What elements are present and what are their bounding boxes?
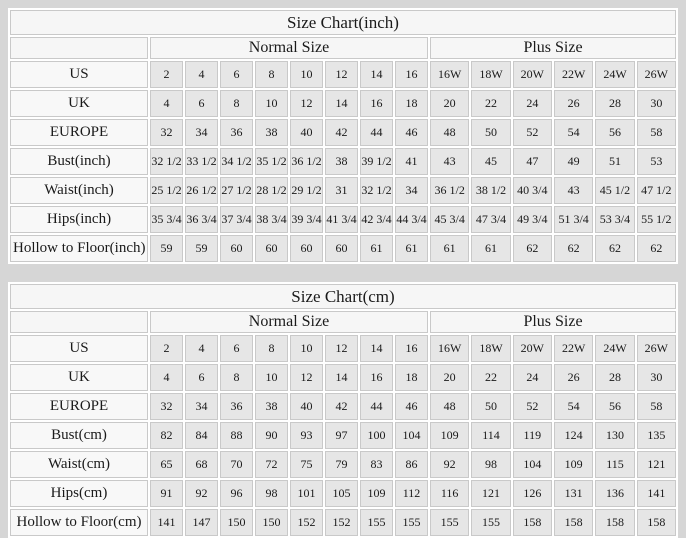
size-value-cell: 22W (554, 335, 593, 362)
size-value-cell: 24 (513, 90, 552, 117)
row-label: UK (10, 90, 148, 117)
size-value-cell: 14 (325, 364, 358, 391)
table-row (10, 451, 676, 478)
size-value-cell: 84 (185, 422, 218, 449)
size-value-cell: 16 (395, 61, 428, 88)
group-header-normal-size: Normal Size (150, 311, 428, 333)
size-value-cell: 119 (513, 422, 552, 449)
group-header-plus-size: Plus Size (430, 37, 676, 59)
size-value-cell: 40 (290, 393, 323, 420)
size-value-cell: 10 (290, 61, 323, 88)
row-label: US (10, 335, 148, 362)
size-value-cell: 12 (325, 335, 358, 362)
size-value-cell: 8 (255, 335, 288, 362)
table-row (10, 422, 676, 449)
table-row (10, 61, 676, 88)
size-value-cell: 59 (150, 235, 183, 262)
size-value-cell: 56 (595, 119, 634, 146)
size-value-cell: 79 (325, 451, 358, 478)
size-value-cell: 152 (325, 509, 358, 536)
size-value-cell: 29 1/2 (290, 177, 323, 204)
size-value-cell: 2 (150, 61, 183, 88)
size-value-cell: 14 (360, 335, 393, 362)
group-header-plus-size: Plus Size (430, 311, 676, 333)
size-value-cell: 75 (290, 451, 323, 478)
size-value-cell: 47 (513, 148, 552, 175)
size-value-cell: 114 (471, 422, 510, 449)
row-label: Waist(inch) (10, 177, 148, 204)
size-value-cell: 31 (325, 177, 358, 204)
size-value-cell: 60 (220, 235, 253, 262)
size-value-cell: 38 1/2 (471, 177, 510, 204)
size-value-cell: 22W (554, 61, 593, 88)
size-value-cell: 126 (513, 480, 552, 507)
size-value-cell: 4 (150, 364, 183, 391)
size-value-cell: 45 1/2 (595, 177, 634, 204)
size-value-cell: 10 (255, 90, 288, 117)
table-row (10, 335, 676, 362)
size-value-cell: 45 (471, 148, 510, 175)
size-value-cell: 50 (471, 119, 510, 146)
size-value-cell: 155 (430, 509, 469, 536)
size-value-cell: 72 (255, 451, 288, 478)
row-label: Bust(inch) (10, 148, 148, 175)
size-chart-inch-table (8, 8, 678, 264)
size-value-cell: 121 (471, 480, 510, 507)
row-label: Hollow to Floor(inch) (10, 235, 148, 262)
size-value-cell: 4 (150, 90, 183, 117)
size-chart-cm-table (8, 282, 678, 538)
size-value-cell: 6 (220, 61, 253, 88)
size-value-cell: 36 1/2 (430, 177, 469, 204)
size-value-cell: 22 (471, 90, 510, 117)
size-value-cell: 34 (185, 119, 218, 146)
size-value-cell: 34 (395, 177, 428, 204)
table-title: Size Chart(cm) (10, 284, 676, 309)
size-value-cell: 6 (185, 364, 218, 391)
size-value-cell: 60 (325, 235, 358, 262)
size-value-cell: 150 (220, 509, 253, 536)
size-value-cell: 36 (220, 393, 253, 420)
size-value-cell: 68 (185, 451, 218, 478)
size-value-cell: 62 (554, 235, 593, 262)
size-value-cell: 8 (220, 364, 253, 391)
size-value-cell: 65 (150, 451, 183, 478)
size-value-cell: 47 3/4 (471, 206, 510, 233)
size-value-cell: 39 3/4 (290, 206, 323, 233)
size-value-cell: 12 (290, 90, 323, 117)
size-value-cell: 109 (430, 422, 469, 449)
size-value-cell: 22 (471, 364, 510, 391)
table-title: Size Chart(inch) (10, 10, 676, 35)
size-value-cell: 131 (554, 480, 593, 507)
size-value-cell: 53 3/4 (595, 206, 634, 233)
size-value-cell: 130 (595, 422, 634, 449)
size-value-cell: 6 (185, 90, 218, 117)
size-value-cell: 98 (255, 480, 288, 507)
size-value-cell: 20 (430, 364, 469, 391)
size-value-cell: 25 1/2 (150, 177, 183, 204)
title-row (10, 10, 676, 35)
size-value-cell: 104 (395, 422, 428, 449)
size-value-cell: 38 (255, 393, 288, 420)
size-value-cell: 51 3/4 (554, 206, 593, 233)
size-value-cell: 48 (430, 393, 469, 420)
size-value-cell: 105 (325, 480, 358, 507)
size-value-cell: 32 1/2 (360, 177, 393, 204)
corner-cell (10, 37, 148, 59)
size-value-cell: 155 (471, 509, 510, 536)
size-value-cell: 41 (395, 148, 428, 175)
size-value-cell: 35 1/2 (255, 148, 288, 175)
size-value-cell: 36 3/4 (185, 206, 218, 233)
size-value-cell: 60 (290, 235, 323, 262)
table-row (10, 235, 676, 262)
size-value-cell: 55 1/2 (637, 206, 676, 233)
size-value-cell: 12 (325, 61, 358, 88)
size-value-cell: 56 (595, 393, 634, 420)
size-value-cell: 38 (325, 148, 358, 175)
row-label: Waist(cm) (10, 451, 148, 478)
size-value-cell: 58 (637, 393, 676, 420)
size-value-cell: 47 1/2 (637, 177, 676, 204)
table-row (10, 364, 676, 391)
size-value-cell: 10 (290, 335, 323, 362)
size-value-cell: 97 (325, 422, 358, 449)
size-value-cell: 136 (595, 480, 634, 507)
row-label: Hips(cm) (10, 480, 148, 507)
size-value-cell: 90 (255, 422, 288, 449)
size-value-cell: 26W (637, 61, 676, 88)
size-value-cell: 109 (360, 480, 393, 507)
size-value-cell: 39 1/2 (360, 148, 393, 175)
size-value-cell: 14 (325, 90, 358, 117)
size-value-cell: 35 3/4 (150, 206, 183, 233)
size-value-cell: 52 (513, 393, 552, 420)
size-value-cell: 116 (430, 480, 469, 507)
size-value-cell: 54 (554, 393, 593, 420)
size-value-cell: 88 (220, 422, 253, 449)
size-value-cell: 45 3/4 (430, 206, 469, 233)
size-value-cell: 42 (325, 119, 358, 146)
size-value-cell: 155 (395, 509, 428, 536)
table-row (10, 393, 676, 420)
row-label: EUROPE (10, 119, 148, 146)
size-value-cell: 18 (395, 90, 428, 117)
title-row (10, 284, 676, 309)
size-rows-cm (10, 335, 676, 536)
size-value-cell: 115 (595, 451, 634, 478)
size-value-cell: 91 (150, 480, 183, 507)
size-value-cell: 147 (185, 509, 218, 536)
size-value-cell: 16 (360, 364, 393, 391)
size-value-cell: 98 (471, 451, 510, 478)
size-value-cell: 158 (513, 509, 552, 536)
size-value-cell: 16W (430, 335, 469, 362)
size-value-cell: 62 (595, 235, 634, 262)
size-value-cell: 28 1/2 (255, 177, 288, 204)
size-value-cell: 32 1/2 (150, 148, 183, 175)
size-value-cell: 34 1/2 (220, 148, 253, 175)
size-value-cell: 92 (430, 451, 469, 478)
size-value-cell: 96 (220, 480, 253, 507)
size-value-cell: 62 (513, 235, 552, 262)
size-value-cell: 24W (595, 61, 634, 88)
size-value-cell: 37 3/4 (220, 206, 253, 233)
size-chart-cm (8, 282, 678, 538)
size-value-cell: 155 (360, 509, 393, 536)
size-value-cell: 104 (513, 451, 552, 478)
size-value-cell: 12 (290, 364, 323, 391)
size-value-cell: 49 (554, 148, 593, 175)
size-value-cell: 41 3/4 (325, 206, 358, 233)
size-value-cell: 16 (395, 335, 428, 362)
table-row (10, 148, 676, 175)
row-label: Hips(inch) (10, 206, 148, 233)
size-value-cell: 33 1/2 (185, 148, 218, 175)
size-value-cell: 70 (220, 451, 253, 478)
size-value-cell: 58 (637, 119, 676, 146)
size-value-cell: 49 3/4 (513, 206, 552, 233)
size-value-cell: 4 (185, 61, 218, 88)
size-value-cell: 44 (360, 393, 393, 420)
size-value-cell: 150 (255, 509, 288, 536)
size-value-cell: 101 (290, 480, 323, 507)
size-value-cell: 18W (471, 335, 510, 362)
size-value-cell: 141 (150, 509, 183, 536)
size-value-cell: 26 (554, 364, 593, 391)
size-value-cell: 36 (220, 119, 253, 146)
group-header-normal-size: Normal Size (150, 37, 428, 59)
table-row (10, 119, 676, 146)
size-value-cell: 83 (360, 451, 393, 478)
size-value-cell: 26 (554, 90, 593, 117)
size-value-cell: 46 (395, 393, 428, 420)
size-value-cell: 50 (471, 393, 510, 420)
size-value-cell: 62 (637, 235, 676, 262)
size-value-cell: 8 (255, 61, 288, 88)
row-label: US (10, 61, 148, 88)
size-value-cell: 27 1/2 (220, 177, 253, 204)
size-value-cell: 86 (395, 451, 428, 478)
size-value-cell: 18 (395, 364, 428, 391)
size-value-cell: 51 (595, 148, 634, 175)
size-value-cell: 26 1/2 (185, 177, 218, 204)
size-value-cell: 92 (185, 480, 218, 507)
size-value-cell: 124 (554, 422, 593, 449)
table-row (10, 177, 676, 204)
size-value-cell: 18W (471, 61, 510, 88)
table-row (10, 90, 676, 117)
size-value-cell: 42 (325, 393, 358, 420)
size-value-cell: 34 (185, 393, 218, 420)
size-value-cell: 54 (554, 119, 593, 146)
size-value-cell: 24 (513, 364, 552, 391)
size-value-cell: 61 (471, 235, 510, 262)
size-value-cell: 24W (595, 335, 634, 362)
row-label: UK (10, 364, 148, 391)
size-value-cell: 44 (360, 119, 393, 146)
size-value-cell: 61 (360, 235, 393, 262)
size-value-cell: 20W (513, 61, 552, 88)
size-value-cell: 46 (395, 119, 428, 146)
table-row (10, 509, 676, 536)
size-value-cell: 32 (150, 393, 183, 420)
size-value-cell: 20 (430, 90, 469, 117)
size-value-cell: 8 (220, 90, 253, 117)
size-value-cell: 59 (185, 235, 218, 262)
size-value-cell: 158 (595, 509, 634, 536)
size-value-cell: 40 3/4 (513, 177, 552, 204)
row-label: EUROPE (10, 393, 148, 420)
size-value-cell: 14 (360, 61, 393, 88)
size-value-cell: 60 (255, 235, 288, 262)
size-rows-inch (10, 61, 676, 262)
size-value-cell: 4 (185, 335, 218, 362)
size-value-cell: 61 (430, 235, 469, 262)
size-value-cell: 36 1/2 (290, 148, 323, 175)
corner-cell (10, 311, 148, 333)
size-value-cell: 38 (255, 119, 288, 146)
size-value-cell: 121 (637, 451, 676, 478)
size-value-cell: 28 (595, 364, 634, 391)
table-row (10, 480, 676, 507)
size-value-cell: 158 (637, 509, 676, 536)
size-value-cell: 141 (637, 480, 676, 507)
size-value-cell: 30 (637, 90, 676, 117)
size-value-cell: 38 3/4 (255, 206, 288, 233)
size-value-cell: 10 (255, 364, 288, 391)
group-header-row (10, 37, 676, 59)
size-value-cell: 40 (290, 119, 323, 146)
row-label: Bust(cm) (10, 422, 148, 449)
size-value-cell: 16 (360, 90, 393, 117)
row-label: Hollow to Floor(cm) (10, 509, 148, 536)
size-value-cell: 30 (637, 364, 676, 391)
size-value-cell: 43 (554, 177, 593, 204)
size-value-cell: 6 (220, 335, 253, 362)
size-value-cell: 158 (554, 509, 593, 536)
size-value-cell: 43 (430, 148, 469, 175)
size-value-cell: 42 3/4 (360, 206, 393, 233)
size-value-cell: 112 (395, 480, 428, 507)
size-value-cell: 135 (637, 422, 676, 449)
size-value-cell: 93 (290, 422, 323, 449)
size-value-cell: 61 (395, 235, 428, 262)
size-value-cell: 20W (513, 335, 552, 362)
size-value-cell: 2 (150, 335, 183, 362)
size-value-cell: 53 (637, 148, 676, 175)
size-value-cell: 152 (290, 509, 323, 536)
size-value-cell: 26W (637, 335, 676, 362)
size-value-cell: 100 (360, 422, 393, 449)
size-value-cell: 16W (430, 61, 469, 88)
size-value-cell: 109 (554, 451, 593, 478)
table-row (10, 206, 676, 233)
size-value-cell: 82 (150, 422, 183, 449)
size-value-cell: 32 (150, 119, 183, 146)
size-value-cell: 52 (513, 119, 552, 146)
size-chart-inch (8, 8, 678, 264)
size-value-cell: 44 3/4 (395, 206, 428, 233)
group-header-row (10, 311, 676, 333)
size-value-cell: 28 (595, 90, 634, 117)
size-value-cell: 48 (430, 119, 469, 146)
